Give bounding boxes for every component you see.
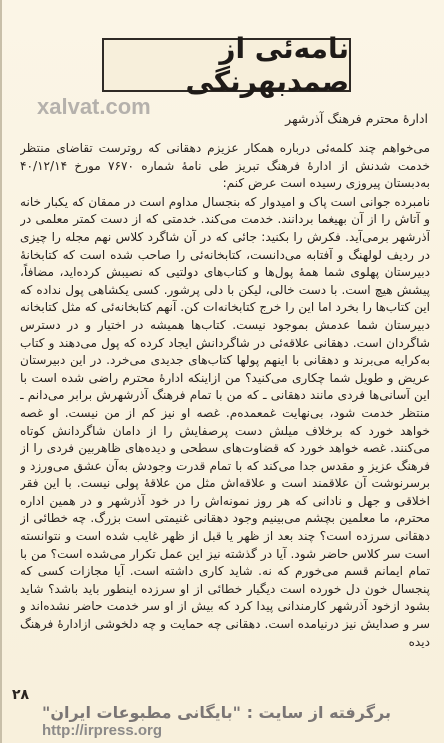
- source-url[interactable]: http://irpress.org: [42, 722, 163, 739]
- salutation: ادارهٔ محترم فرهنگ آذرشهر: [285, 111, 428, 126]
- watermark: xalvat.com: [37, 94, 151, 119]
- letter-header: [23, 110, 428, 127]
- paragraph-1: می‌خواهم چند کلمه‌ئی درباره همکار عزیزم دهقانی که روترست تقاضای منتظر خدمت شدنش از ادارهٔ فرهنگ تبریز طی نامهٔ شماره ۷۶۷۰ مورخ ۴۰/۱۲/۱۴ به‌دبستان پیروزی رسیده است عرض کنم:: [20, 141, 430, 191]
- source-footer: [2, 703, 444, 737]
- paragraph-2: نامبرده جوانی است پاک و امیدوار که بنجسال مداوم است در ممقان که یکبار خانه و آتاش را از آن بهیغما بردانند. خدمت می‌کند. خدمتی که از دست کمتر معلمی در آذرشهر برمی‌آید. فکرش را بکنید: جائی که در آن شاگرد کلاس نهم مجله را چیزی در ردیف لولهنگ و آفتابه می‌دانست، کتابخانه‌ئی را صاحب شده است که کتابخانهٔ دبیرستان پهلوی شما همهٔ پول‌ها و کتاب‌های دولتیی که نصیبش کرده‌اید، مضافاً، پیشش هیچ است. با دست خالی، لیکن با دلی پرشور. کسی یکشاهی پول نداده که این کتاب‌ها را بخرد اما این را خرج کتابخانه‌ات کن. آنهم کتابخانه‌ئی که مثل کتابخانه دبیرستان شما عدمش بموجود نیست. کتاب‌ها همیشه در اختیار و در دسترس شاگردان است. دهقانی علاقه‌ئی در شاگردانش ایجاد کرده که پول می‌دهند و کتاب به‌کرایه می‌برند و دهقانی با اینهم پولها کتاب‌های جدیدی می‌خرد. در این دبیرستان عریض و طویل شما چکاری می‌کنید؟ من ازاینکه ادارهٔ محترم راضی شده است با این آسانی‌ها فردی مانند دهقانی ـ که من با تمام فرهنگ آذرشهرش برابر می‌دانم ـ منتظر خدمت شود، بی‌نهایت غمعمده‌م. غصه او نیز کم از من نیست. او غصه خواهد خورد که برخلاف میلش دست پرصفایش را از دامان شاگردانش کوتاه می‌کنند. غصه خواهد خورد که قضاوت‌های سطحی و دیده‌های ظاهربین فردی را از فرهنگ عزیز و مقدس جدا می‌کند که با تمام قدرت وجودش به‌آن عشق می‌ورزد و برسرنوشت آن علاقمند است و علاقه‌اش مثل من علاقهٔ پولی نیست. با این فقر اخلاقی و جهل و نادانی که هر روز نمونه‌اش را در خود آذرشهر و در همین اداره محترم، ما معلمین بچشم می‌بینیم وجود دهقانی غنیمتی است بزرگ. چه خطائی از دهقانی سرزده است؟ چند بعد از ظهر یا قبل از ظهر غایب شده است و نتوانسته است سر کلاس حاضر شود. آیا در گذشته نیز این عمل تکرار می‌شده است؟ من با تمام ایمانم قسم می‌خورم که نه. شاید کاری داشته است. آیا مجازات کسی که پنجسال خون دل خورده است دیگیار خطائی از او سرزده اینطور باید باشد؟ شاید بشود ازخود آذرشهر کارمندانی پیدا کرد که بیش از او سر خدمت حاضر نشده‌اند و سر و صدایش نیز درنیامده است. دهقانی چه حمایت و چه دلخوشی ازادارهٔ فرهنگ دیده: [20, 194, 430, 649]
- page-number: ۲۸: [12, 687, 30, 703]
- title-frame: [102, 32, 351, 98]
- letter-body: [20, 140, 430, 680]
- source-credit: برگرفته از سایت : "بایگانی مطبوعات ایران": [42, 703, 391, 722]
- page-title: نامه‌ئی از صمدبهرنگی: [185, 32, 349, 98]
